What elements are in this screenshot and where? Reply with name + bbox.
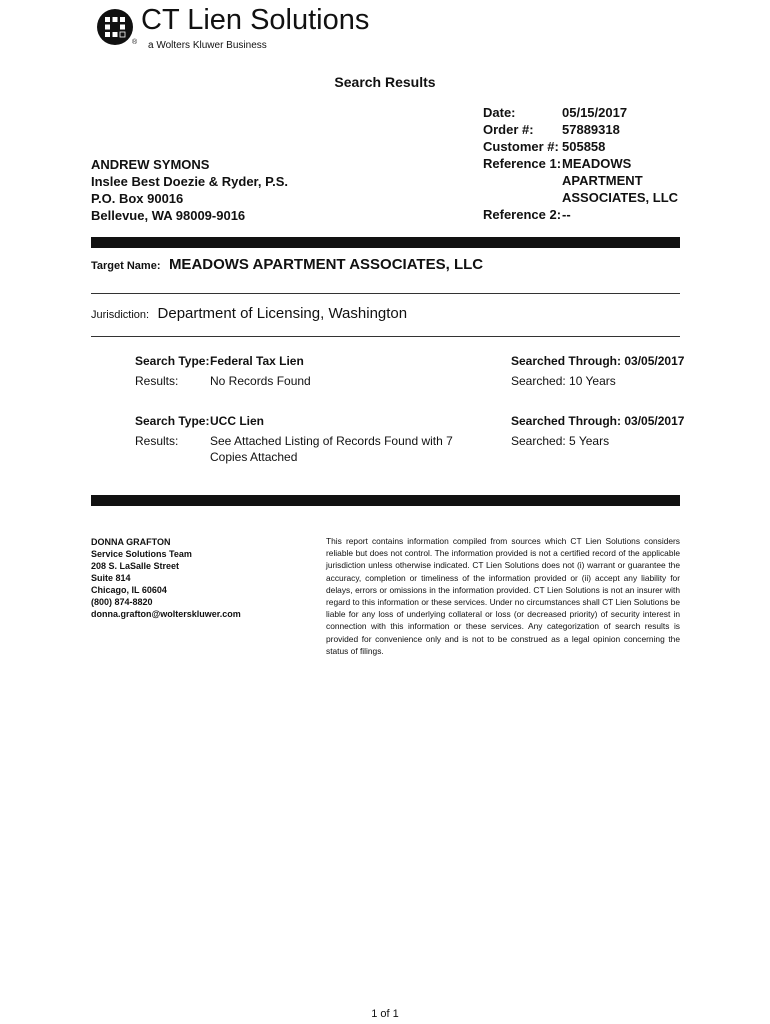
target-name-value: MEADOWS APARTMENT ASSOCIATES, LLC — [168, 256, 484, 273]
search-type-value: UCC Lien — [210, 414, 264, 428]
jurisdiction-row — [91, 305, 407, 323]
date-value: 05/15/2017 — [562, 105, 628, 120]
contact-block — [91, 536, 241, 620]
searched-duration: Searched: 10 Years — [511, 374, 616, 388]
searched-through-value: 03/05/2017 — [624, 414, 685, 428]
brand-name: CT Lien Solutions — [141, 4, 370, 36]
address-line: Inslee Best Doezie & Ryder, P.S. — [91, 174, 289, 189]
contact-email: donna.grafton@wolterskluwer.com — [91, 609, 241, 619]
section-divider-bar — [91, 237, 680, 248]
results-value: No Records Found — [210, 374, 311, 388]
contact-line: Suite 814 — [91, 573, 131, 583]
searched-through-label: Searched Through: — [511, 354, 622, 368]
contact-line: DONNA GRAFTON — [91, 537, 171, 547]
order-label: Order #: — [483, 122, 534, 137]
reference-1-value — [562, 155, 682, 206]
order-value: 57889318 — [562, 122, 620, 137]
search-block-federal-tax-lien — [135, 353, 685, 389]
address-line: P.O. Box 90016 — [91, 191, 184, 206]
contact-line: (800) 874-8820 — [91, 597, 153, 607]
reference-1-line: APARTMENT — [562, 173, 643, 188]
search-block-ucc-lien — [135, 413, 685, 465]
searched-duration: Searched: 5 Years — [511, 434, 610, 448]
contact-line: Service Solutions Team — [91, 549, 192, 559]
reference-2-value: -- — [562, 207, 571, 222]
reference-2-label: Reference 2: — [483, 207, 562, 222]
brand-tagline: a Wolters Kluwer Business — [148, 40, 267, 51]
section-divider-bar — [91, 495, 680, 506]
reference-1-line: MEADOWS — [562, 156, 632, 171]
search-type-value: Federal Tax Lien — [210, 354, 304, 368]
date-label: Date: — [483, 105, 516, 120]
results-label: Results: — [135, 434, 179, 448]
contact-line: 208 S. LaSalle Street — [91, 561, 180, 571]
customer-value: 505858 — [562, 139, 606, 154]
address-line: Bellevue, WA 98009-9016 — [91, 208, 246, 223]
page-number: 1 of 1 — [371, 1008, 399, 1020]
searched-through — [511, 353, 684, 369]
searched-through-label: Searched Through: — [511, 414, 622, 428]
disclaimer-text: This report contains information compiled from sources which CT Lien Solutions considers reliable but does not control. The information provided is not a certified record of the applicable jurisdiction unless otherwise indicated. CT Lien Solutions does not (i) warrant or guarantee the accuracy, completion or timeliness of the information provided or (ii) accept any liability for delays, errors or omissions in the information provided. CT Lien Solutions is not an insurer with regard to this information or these services. Under no circumstances shall CT Lien Solutions be liable for any loss of underlying collateral or loss (or decreased priority) of security interest in connection with this information or these services. Any categorization of search results is provided for convenience only and is not to be construed as a legal opinion concerning the status of filings. — [326, 536, 680, 656]
recipient-address — [91, 156, 288, 224]
contact-line: Chicago, IL 60604 — [91, 585, 167, 595]
divider-line — [91, 293, 680, 294]
customer-label: Customer #: — [483, 139, 559, 154]
searched-through — [511, 413, 684, 429]
search-type-label: Search Type: — [135, 354, 210, 368]
reference-1-line: ASSOCIATES, LLC — [562, 190, 679, 205]
registered-mark: ® — [132, 39, 138, 46]
searched-through-value: 03/05/2017 — [624, 354, 685, 368]
page-title: Search Results — [334, 74, 436, 90]
ct-logo-icon — [96, 8, 134, 46]
results-value: See Attached Listing of Records Found with 7 Copies Attached — [210, 434, 453, 464]
reference-1-label: Reference 1: — [483, 156, 562, 171]
target-name-label: Target Name: — [91, 260, 161, 272]
jurisdiction-value: Department of Licensing, Washington — [157, 305, 408, 322]
results-label: Results: — [135, 374, 179, 388]
address-line: ANDREW SYMONS — [91, 157, 210, 172]
divider-line — [91, 336, 680, 337]
target-name-row — [91, 256, 483, 274]
order-meta — [483, 104, 682, 223]
jurisdiction-label: Jurisdiction: — [91, 309, 150, 321]
search-type-label: Search Type: — [135, 414, 210, 428]
